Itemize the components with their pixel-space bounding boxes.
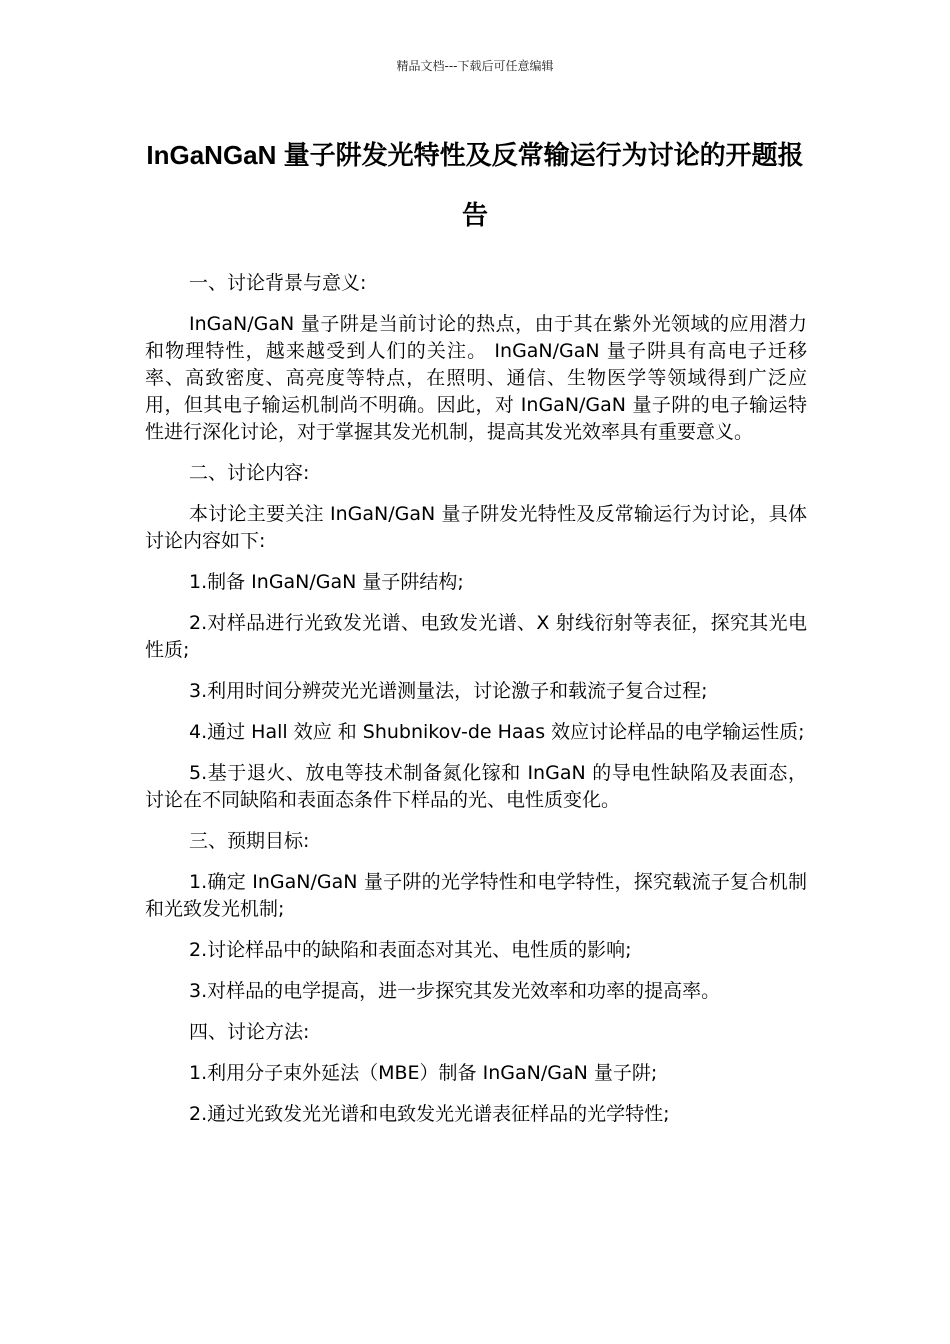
document-body — [145, 270, 807, 1142]
list-item-content-1: 1.制备 InGaN/GaN 量子阱结构; — [189, 571, 464, 593]
section-heading-background: 一、讨论背景与意义: — [189, 272, 367, 294]
list-item-content-3: 3.利用时间分辨荧光光谱测量法，讨论激子和载流子复合过程; — [189, 680, 708, 702]
section-heading-content: 二、讨论内容: — [189, 462, 310, 484]
paragraph-content-intro: 本讨论主要关注 InGaN/GaN 量子阱发光特性及反常输运行为讨论，具体讨论内容如下: — [145, 503, 807, 552]
list-item-content-5: 5.基于退火、放电等技术制备氮化镓和 InGaN 的导电性缺陷及表面态，讨论在不同缺陷和表面态条件下样品的光、电性质变化。 — [145, 762, 807, 811]
list-item-method-2: 2.通过光致发光光谱和电致发光光谱表征样品的光学特性; — [189, 1103, 670, 1125]
list-item-goal-1: 1.确定 InGaN/GaN 量子阱的光学特性和电学特性，探究载流子复合机制和光致发光机制; — [145, 871, 807, 920]
list-item-content-4: 4.通过 Hall 效应 和 Shubnikov-de Haas 效应讨论样品的电学输运性质; — [189, 721, 805, 743]
list-item-goal-3: 3.对样品的电学提高，进一步探究其发光效率和功率的提高率。 — [189, 980, 721, 1002]
list-item-goal-2: 2.讨论样品中的缺陷和表面态对其光、电性质的影响; — [189, 939, 632, 961]
list-item-content-2: 2.对样品进行光致发光谱、电致发光谱、X 射线衍射等表征，探究其光电性质; — [145, 612, 807, 661]
paragraph-background: InGaN/GaN 量子阱是当前讨论的热点，由于其在紫外光领域的应用潜力和物理特性，越来越受到人们的关注。 InGaN/GaN 量子阱具有高电子迁移率、高致密度、高亮度等特点，在照明、通信、生物医学等领域得到广泛应用，但其电子输运机制尚不明确。因此，对 InGaN/GaN 量子阱的电子输运特性进行深化讨论，对于掌握其发光机制，提高其发光效率具有重要意义。 — [145, 313, 807, 443]
list-item-method-1: 1.利用分子束外延法（MBE）制备 InGaN/GaN 量子阱; — [189, 1062, 658, 1084]
document-title: InGaNGaN 量子阱发光特性及反常输运行为讨论的开题报告 — [146, 140, 804, 230]
section-heading-goals: 三、预期目标: — [189, 830, 310, 852]
page-header-note: 精品文档---下载后可任意编辑 — [396, 59, 554, 73]
section-heading-methods: 四、讨论方法: — [189, 1021, 310, 1043]
